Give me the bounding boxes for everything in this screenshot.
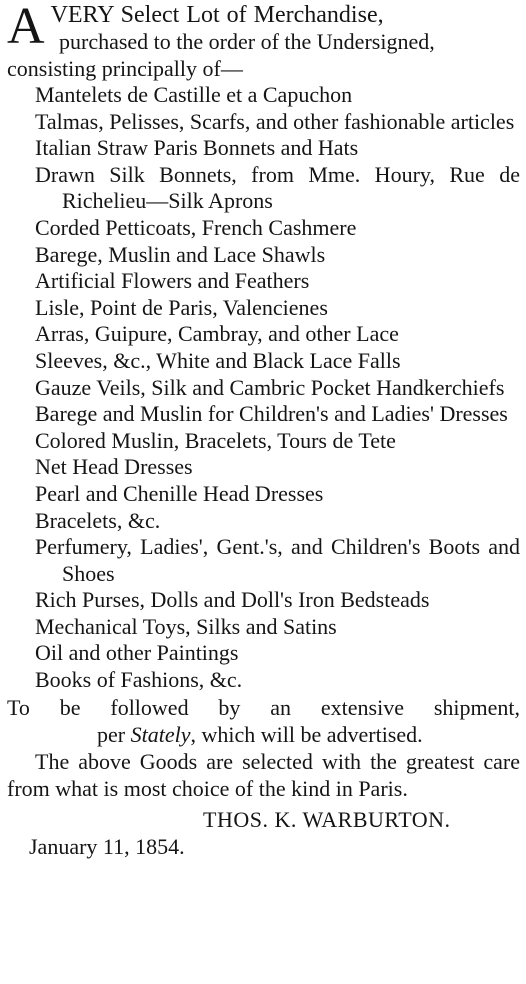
- closing-paragraph: The above Goods are selected with the greatest care from what is most choice of the kind in Paris.: [7, 748, 520, 801]
- list-item: Italian Straw Paris Bonnets and Hats: [35, 135, 359, 161]
- list-item: Oil and other Paintings: [35, 640, 239, 666]
- list-item: Talmas, Pelisses, Scarfs, and other fashionable articles: [35, 108, 515, 134]
- list-item: Gauze Veils, Silk and Cambric Pocket Handkerchiefs: [35, 374, 505, 400]
- list-item: Sleeves, &c., White and Black Lace Falls: [35, 347, 401, 373]
- list-item: Artificial Flowers and Feathers: [35, 268, 310, 294]
- list-item: Mechanical Toys, Silks and Satins: [35, 613, 337, 639]
- list-item: Corded Petticoats, French Cashmere: [35, 214, 357, 240]
- list-item: Lisle, Point de Paris, Valencienes: [35, 294, 328, 320]
- intro-line-2: purchased to the order of the Undersigned,: [59, 29, 435, 54]
- list-item: Books of Fashions, &c.: [35, 667, 243, 693]
- shipment-line-1: To be followed by an extensive shipment,: [7, 694, 520, 720]
- list-item: Rich Purses, Dolls and Doll's Iron Bedsteads: [35, 587, 430, 613]
- shipment-notice: [7, 694, 520, 748]
- signature: THOS. K. WARBURTON.: [203, 806, 451, 832]
- date: January 11, 1854.: [29, 833, 185, 859]
- shipment-line-2: per Stately, which will be advertised.: [97, 721, 423, 747]
- list-item: Net Head Dresses: [35, 454, 193, 480]
- list-item: Bracelets, &c.: [35, 507, 161, 533]
- intro: [7, 2, 520, 82]
- list-item: Drawn Silk Bonnets, from Mme. Houry, Rue de Richelieu—Silk Aprons: [35, 161, 520, 214]
- list-item: Arras, Guipure, Cambray, and other Lace: [35, 321, 399, 347]
- list-item: Colored Muslin, Bracelets, Tours de Tete: [35, 427, 396, 453]
- list-item: Mantelets de Castille et a Capuchon: [35, 82, 353, 107]
- list-item: Pearl and Chenille Head Dresses: [35, 480, 324, 506]
- list-item: Perfumery, Ladies', Gent.'s, and Children's Boots and Shoes: [35, 534, 520, 586]
- ship-name: Stately: [130, 721, 191, 747]
- list-item: Barege, Muslin and Lace Shawls: [35, 241, 326, 267]
- merchandise-list: [7, 82, 520, 694]
- list-item: Barege and Muslin for Children's and Ladies' Dresses: [35, 401, 508, 427]
- intro-line-3: consisting principally of—: [7, 56, 243, 81]
- intro-line-1: VERY Select Lot of Merchandise,: [50, 2, 384, 28]
- drop-cap: A: [7, 0, 45, 55]
